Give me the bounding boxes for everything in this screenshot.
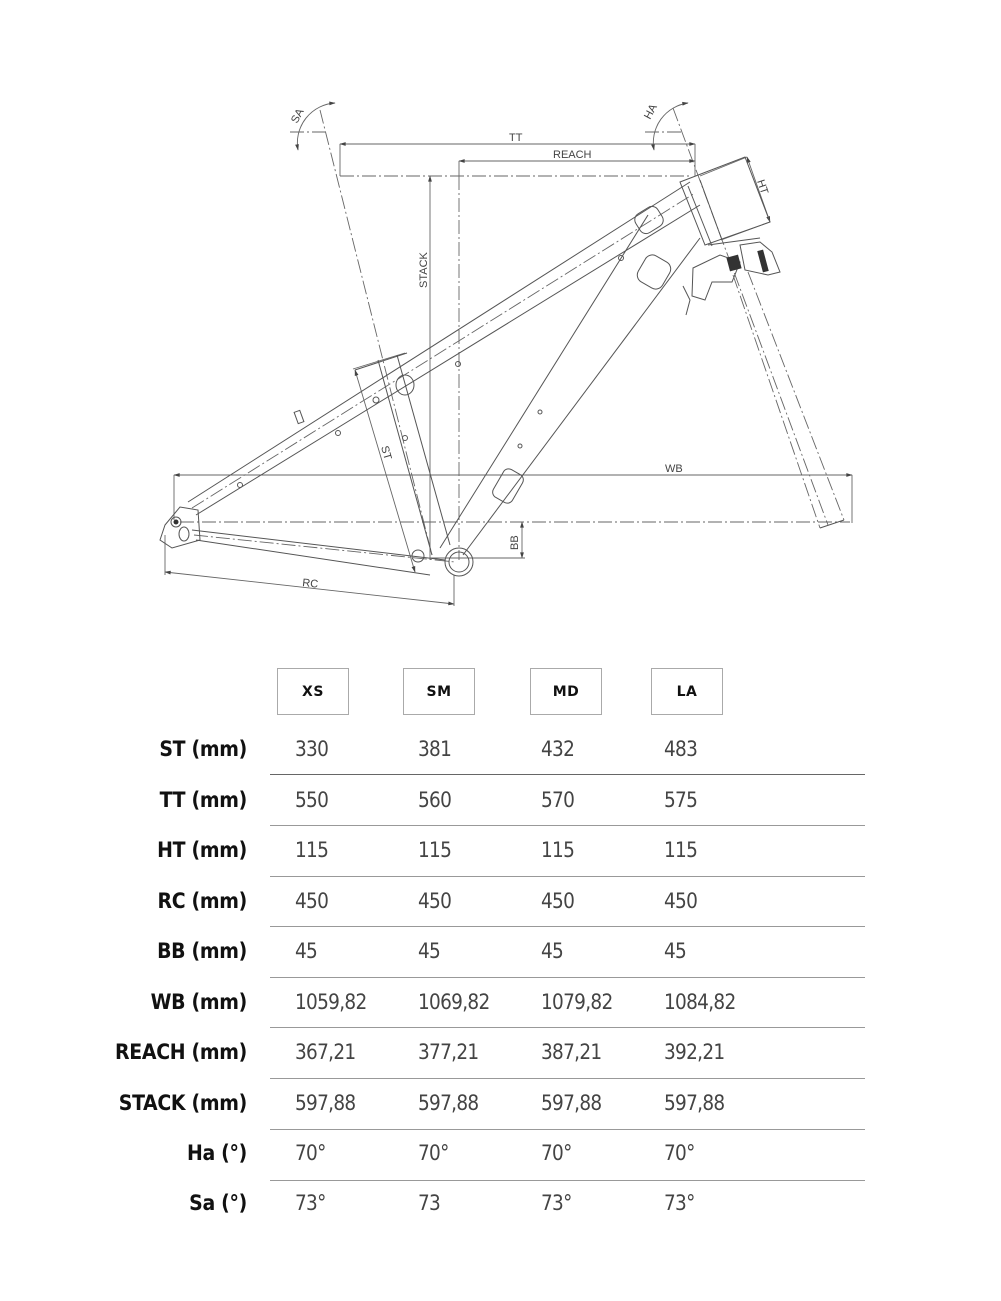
cell-md: 597,88	[541, 1091, 602, 1115]
row-label: TT (mm)	[159, 788, 247, 812]
head-angle-annotation	[642, 102, 688, 150]
cell-xs: 70°	[295, 1141, 326, 1165]
size-header-md: MD	[530, 668, 602, 715]
cell-sm: 45	[418, 939, 441, 963]
cell-xs: 1059,82	[295, 990, 367, 1014]
wb-dimension	[174, 463, 852, 523]
table-row-bb	[0, 926, 1001, 976]
rc-label: RC	[301, 577, 319, 591]
cell-xs: 597,88	[295, 1091, 356, 1115]
tt-dimension	[340, 132, 695, 176]
cell-md: 570	[541, 788, 575, 812]
cell-md: 115	[541, 838, 575, 862]
size-header-sm: SM	[403, 668, 475, 715]
cell-sm: 377,21	[418, 1040, 479, 1064]
row-label: ST (mm)	[159, 737, 247, 761]
table-row-ha	[0, 1128, 1001, 1178]
cell-la: 392,21	[664, 1040, 725, 1064]
cell-sm: 597,88	[418, 1091, 479, 1115]
cell-la: 45	[664, 939, 687, 963]
bb-label: BB	[509, 535, 521, 550]
rc-dimension	[165, 535, 454, 606]
reach-label: REACH	[553, 149, 592, 161]
row-label: BB (mm)	[157, 939, 247, 963]
table-row-rc	[0, 876, 1001, 926]
bb-dimension	[430, 522, 525, 558]
cell-xs: 450	[295, 889, 329, 913]
table-row-tt	[0, 775, 1001, 825]
cell-la: 450	[664, 889, 698, 913]
row-label: STACK (mm)	[118, 1091, 247, 1115]
cell-md: 1079,82	[541, 990, 613, 1014]
cell-xs: 45	[295, 939, 318, 963]
cell-sm: 381	[418, 737, 452, 761]
cell-xs: 550	[295, 788, 329, 812]
wb-label: WB	[665, 463, 683, 475]
cell-la: 115	[664, 838, 698, 862]
sa-label: SA	[289, 106, 307, 126]
table-row-ht	[0, 825, 1001, 875]
reach-dimension	[459, 144, 695, 176]
row-label: RC (mm)	[157, 889, 247, 913]
cell-md: 432	[541, 737, 575, 761]
cell-md: 387,21	[541, 1040, 602, 1064]
cell-sm: 73	[418, 1191, 441, 1215]
cell-la: 483	[664, 737, 698, 761]
table-row-reach	[0, 1027, 1001, 1077]
row-label: HT (mm)	[157, 838, 247, 862]
cell-xs: 330	[295, 737, 329, 761]
stack-label: STACK	[418, 252, 430, 288]
row-label: REACH (mm)	[115, 1040, 247, 1064]
st-label: ST	[378, 444, 394, 462]
cell-xs: 73°	[295, 1191, 326, 1215]
frame-geometry-diagram	[0, 0, 1001, 640]
cell-xs: 367,21	[295, 1040, 356, 1064]
cell-md: 70°	[541, 1141, 572, 1165]
cell-sm: 450	[418, 889, 452, 913]
row-label: Sa (°)	[189, 1191, 247, 1215]
cell-la: 575	[664, 788, 698, 812]
table-row-wb	[0, 977, 1001, 1027]
table-row-stack	[0, 1078, 1001, 1128]
tt-label: TT	[509, 132, 523, 144]
cell-sm: 560	[418, 788, 452, 812]
cell-la: 73°	[664, 1191, 695, 1215]
ht-dimension	[700, 157, 770, 240]
cell-xs: 115	[295, 838, 329, 862]
stack-dimension	[418, 176, 430, 560]
seat-tube-centerline	[320, 110, 432, 555]
ht-label: HT	[754, 178, 771, 196]
cell-sm: 1069,82	[418, 990, 490, 1014]
cell-la: 597,88	[664, 1091, 725, 1115]
size-header-xs: XS	[277, 668, 349, 715]
cell-sm: 70°	[418, 1141, 449, 1165]
table-row-sa	[0, 1178, 1001, 1228]
cell-la: 1084,82	[664, 990, 736, 1014]
ha-label: HA	[642, 102, 660, 122]
cell-md: 73°	[541, 1191, 572, 1215]
table-row-st	[0, 724, 1001, 774]
row-label: Ha (°)	[186, 1141, 247, 1165]
row-label: WB (mm)	[150, 990, 247, 1014]
cell-sm: 115	[418, 838, 452, 862]
cell-md: 45	[541, 939, 564, 963]
cell-la: 70°	[664, 1141, 695, 1165]
frame-drawing	[160, 157, 844, 576]
size-header-la: LA	[651, 668, 723, 715]
cell-md: 450	[541, 889, 575, 913]
